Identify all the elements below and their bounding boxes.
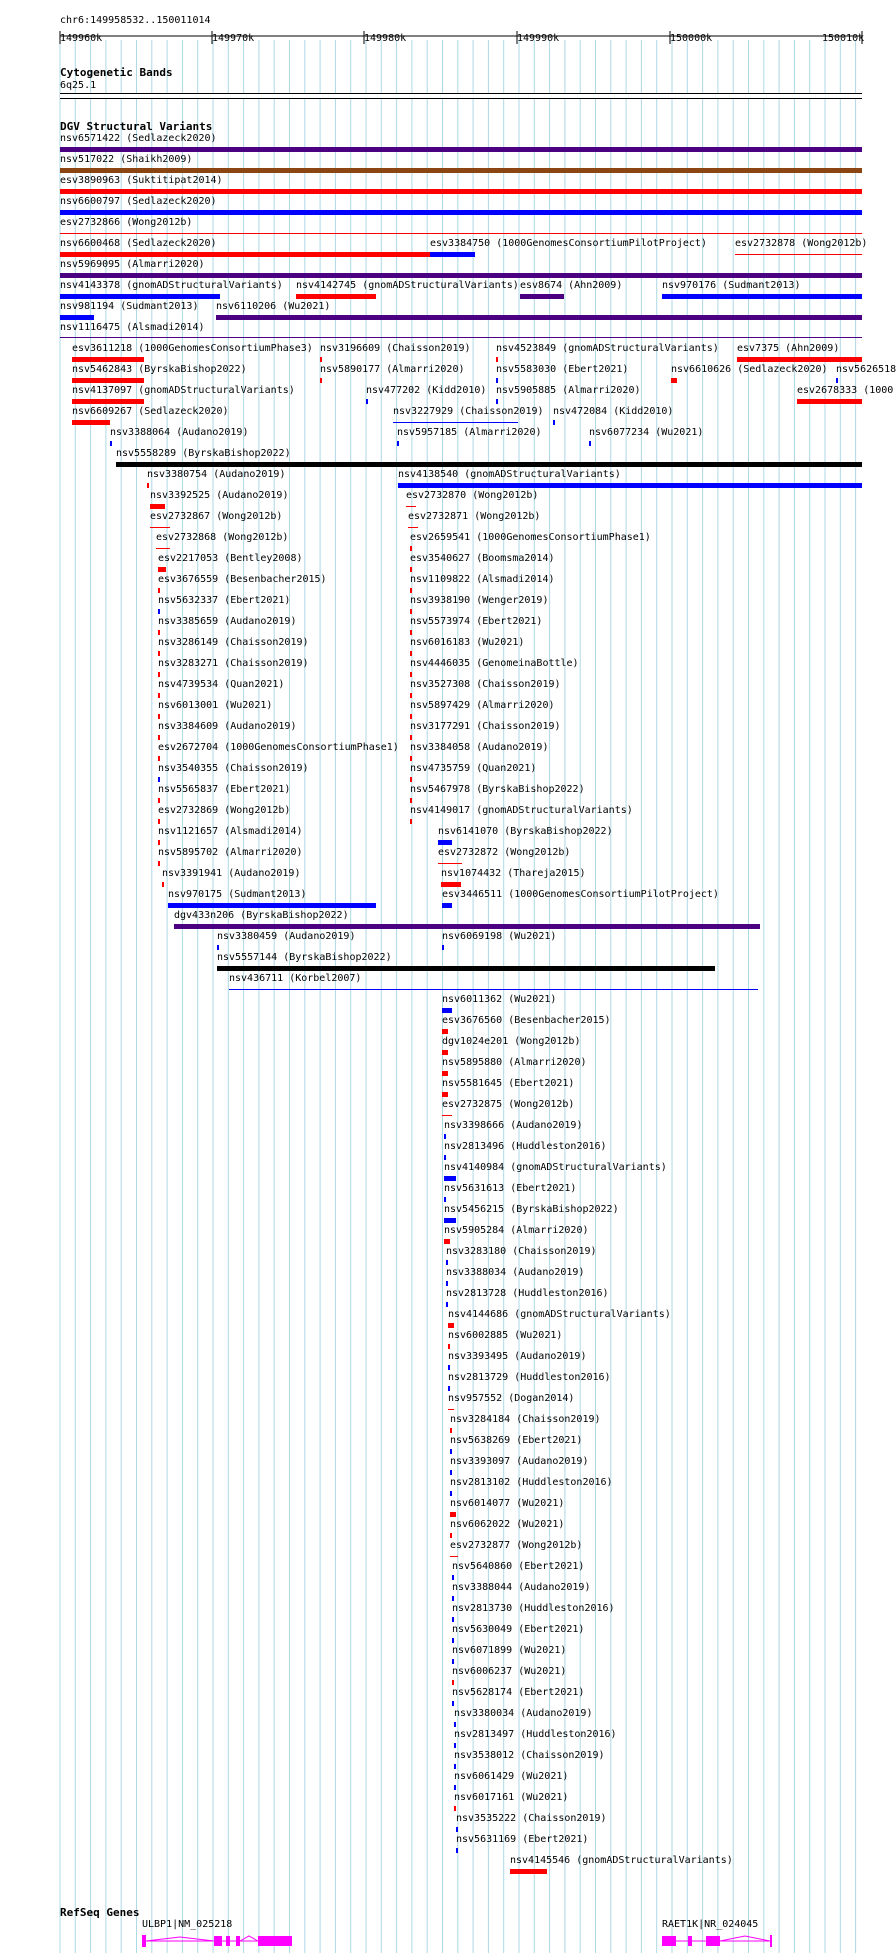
sv-feature-label[interactable]: nsv5630049 (Ebert2021): [452, 1624, 585, 1635]
sv-feature-bar[interactable]: [448, 1344, 450, 1349]
sv-feature-bar[interactable]: [217, 945, 219, 950]
sv-feature-label[interactable]: nsv6600468 (Sedlazeck2020): [60, 238, 217, 249]
gene-exon: [214, 1936, 222, 1946]
sv-feature-label[interactable]: nsv4143378 (gnomADStructuralVariants): [60, 280, 283, 291]
sv-feature-bar[interactable]: [217, 966, 715, 971]
sv-feature-label[interactable]: nsv3398666 (Audano2019): [444, 1120, 583, 1131]
sv-feature-bar[interactable]: [444, 1134, 446, 1139]
sv-feature-label[interactable]: nsv5462843 (ByrskaBishop2022): [72, 364, 247, 375]
sv-feature-bar[interactable]: [320, 378, 322, 383]
sv-feature-label[interactable]: nsv477202 (Kidd2010): [366, 385, 487, 396]
sv-feature-bar[interactable]: [410, 651, 412, 656]
sv-feature-label[interactable]: nsv3538012 (Chaisson2019): [454, 1750, 605, 1761]
sv-feature-bar[interactable]: [450, 1470, 452, 1475]
sv-feature-label[interactable]: nsv957552 (Dogan2014): [448, 1393, 575, 1404]
gene-intron-line: [720, 1936, 770, 1941]
sv-feature-bar[interactable]: [452, 1617, 454, 1622]
sv-feature-label[interactable]: nsv4446035 (GenomeinaBottle): [410, 658, 579, 669]
sv-feature-label[interactable]: esv3890963 (Suktitipat2014): [60, 175, 223, 186]
sv-feature-label[interactable]: nsv472084 (Kidd2010): [553, 406, 674, 417]
sv-feature-bar[interactable]: [452, 1680, 454, 1685]
sv-feature-label[interactable]: nsv970176 (Sudmant2013): [662, 280, 801, 291]
sv-feature-label[interactable]: nsv970175 (Sudmant2013): [168, 889, 307, 900]
sv-feature-bar[interactable]: [735, 254, 862, 255]
sv-feature-bar[interactable]: [442, 1029, 448, 1034]
gene-label[interactable]: ULBP1|NM_025218: [142, 1919, 233, 1930]
sv-feature-bar[interactable]: [452, 1659, 454, 1664]
sv-feature-bar[interactable]: [446, 1281, 448, 1286]
scale-label: 150000k: [670, 33, 713, 44]
sv-feature-bar[interactable]: [454, 1806, 456, 1811]
sv-feature-bar[interactable]: [393, 422, 518, 423]
sv-feature-bar[interactable]: [442, 903, 452, 908]
sv-feature-bar[interactable]: [410, 798, 412, 803]
sv-feature-bar[interactable]: [520, 294, 564, 299]
sv-feature-label[interactable]: nsv3284184 (Chaisson2019): [450, 1414, 601, 1425]
sv-feature-bar[interactable]: [797, 399, 862, 404]
sv-feature-label[interactable]: esv3384750 (1000GenomesConsortiumPilotProject): [430, 238, 707, 249]
sv-feature-bar[interactable]: [150, 504, 165, 509]
sv-feature-label[interactable]: dgv1024e201 (Wong2012b): [442, 1036, 581, 1047]
scale-label: 150010k: [822, 33, 865, 44]
sv-feature-bar[interactable]: [174, 924, 760, 929]
sv-feature-label[interactable]: nsv3388064 (Audano2019): [110, 427, 249, 438]
sv-feature-label[interactable]: nsv517022 (Shaikh2009): [60, 154, 193, 165]
sv-feature-label[interactable]: nsv1109822 (Alsmadi2014): [410, 574, 555, 585]
sv-feature-label[interactable]: nsv3535222 (Chaisson2019): [456, 1813, 607, 1824]
sv-feature-label[interactable]: nsv5631169 (Ebert2021): [456, 1834, 589, 1845]
sv-feature-bar[interactable]: [72, 357, 144, 362]
cytoband-bar: [60, 93, 862, 99]
sv-feature-bar[interactable]: [158, 609, 160, 614]
sv-feature-label[interactable]: esv2678333 (1000: [797, 385, 894, 396]
sv-feature-label[interactable]: nsv4149017 (gnomADStructuralVariants): [410, 805, 633, 816]
sv-feature-label[interactable]: nsv2813497 (Huddleston2016): [454, 1729, 617, 1740]
sv-feature-bar[interactable]: [366, 399, 368, 404]
sv-feature-bar[interactable]: [448, 1409, 454, 1410]
sv-feature-label[interactable]: nsv5890177 (Almarri2020): [320, 364, 465, 375]
sv-feature-bar[interactable]: [442, 945, 444, 950]
sv-feature-label[interactable]: nsv5969095 (Almarri2020): [60, 259, 205, 270]
sv-feature-label[interactable]: nsv6013001 (Wu2021): [158, 700, 273, 711]
sv-feature-label[interactable]: nsv6069198 (Wu2021): [442, 931, 557, 942]
sv-feature-bar[interactable]: [158, 651, 160, 656]
sv-feature-bar[interactable]: [410, 693, 412, 698]
scale-label: 149990k: [517, 33, 560, 44]
sv-feature-label[interactable]: nsv3283180 (Chaisson2019): [446, 1246, 597, 1257]
sv-feature-bar[interactable]: [60, 233, 862, 234]
sv-feature-label[interactable]: nsv436711 (Korbel2007): [229, 973, 362, 984]
sv-feature-label[interactable]: nsv6077234 (Wu2021): [589, 427, 704, 438]
sv-feature-label[interactable]: nsv3283271 (Chaisson2019): [158, 658, 309, 669]
sv-feature-label[interactable]: nsv5583030 (Ebert2021): [496, 364, 629, 375]
sv-feature-label[interactable]: nsv3384058 (Audano2019): [410, 742, 549, 753]
sv-feature-label[interactable]: nsv5573974 (Ebert2021): [410, 616, 543, 627]
sv-feature-bar[interactable]: [450, 1512, 456, 1517]
sv-feature-bar[interactable]: [408, 527, 418, 528]
sv-feature-label[interactable]: nsv5957185 (Almarri2020): [397, 427, 542, 438]
sv-feature-label[interactable]: nsv2813102 (Huddleston2016): [450, 1477, 613, 1488]
sv-feature-bar[interactable]: [110, 441, 112, 446]
sv-feature-label[interactable]: nsv6110206 (Wu2021): [216, 301, 331, 312]
sv-feature-label[interactable]: nsv6610626 (Sedlazeck2020): [671, 364, 828, 375]
sv-feature-bar[interactable]: [446, 1260, 448, 1265]
sv-feature-label[interactable]: nsv5632337 (Ebert2021): [158, 595, 291, 606]
sv-feature-bar[interactable]: [60, 147, 862, 152]
sv-feature-bar[interactable]: [410, 819, 412, 824]
sv-feature-label[interactable]: nsv3527308 (Chaisson2019): [410, 679, 561, 690]
sv-feature-bar[interactable]: [510, 1869, 547, 1874]
sv-feature-bar[interactable]: [158, 819, 160, 824]
sv-feature-bar[interactable]: [410, 756, 412, 761]
sv-feature-label[interactable]: nsv5467978 (ByrskaBishop2022): [410, 784, 585, 795]
sv-feature-bar[interactable]: [168, 903, 376, 908]
sv-feature-bar[interactable]: [158, 840, 160, 845]
sv-feature-bar[interactable]: [410, 546, 412, 551]
sv-feature-label[interactable]: nsv3380034 (Audano2019): [454, 1708, 593, 1719]
sv-feature-label[interactable]: nsv5628174 (Ebert2021): [452, 1687, 585, 1698]
sv-feature-bar[interactable]: [150, 527, 170, 528]
sv-feature-label[interactable]: nsv5456215 (ByrskaBishop2022): [444, 1204, 619, 1215]
sv-feature-label[interactable]: nsv6071899 (Wu2021): [452, 1645, 567, 1656]
sv-feature-label[interactable]: esv3540627 (Boomsma2014): [410, 553, 555, 564]
sv-feature-label[interactable]: esv2732878 (Wong2012b): [735, 238, 868, 249]
sv-feature-bar[interactable]: [450, 1491, 452, 1496]
sv-feature-label[interactable]: nsv4523849 (gnomADStructuralVariants): [496, 343, 719, 354]
sv-feature-bar[interactable]: [410, 609, 412, 614]
sv-feature-bar[interactable]: [450, 1533, 452, 1538]
sv-feature-label[interactable]: nsv2813728 (Huddleston2016): [446, 1288, 609, 1299]
sv-feature-label[interactable]: dgv433n206 (ByrskaBishop2022): [174, 910, 349, 921]
sv-feature-bar[interactable]: [60, 168, 862, 173]
sv-feature-bar[interactable]: [156, 548, 170, 549]
sv-feature-bar[interactable]: [72, 420, 110, 425]
sv-feature-bar[interactable]: [158, 714, 160, 719]
sv-feature-label[interactable]: esv3676559 (Besenbacher2015): [158, 574, 327, 585]
sv-feature-label[interactable]: esv2732867 (Wong2012b): [150, 511, 283, 522]
sv-feature-label[interactable]: esv2732866 (Wong2012b): [60, 217, 193, 228]
sv-feature-label[interactable]: nsv4739534 (Quan2021): [158, 679, 285, 690]
sv-feature-bar[interactable]: [216, 315, 862, 320]
sv-feature-bar[interactable]: [589, 441, 591, 446]
sv-feature-label[interactable]: nsv3286149 (Chaisson2019): [158, 637, 309, 648]
sv-feature-label[interactable]: nsv3392525 (Audano2019): [150, 490, 289, 501]
sv-feature-label[interactable]: nsv5640860 (Ebert2021): [452, 1561, 585, 1572]
gene-exon: [688, 1936, 692, 1946]
sv-feature-bar[interactable]: [60, 337, 862, 338]
sv-feature-label[interactable]: nsv3177291 (Chaisson2019): [410, 721, 561, 732]
sv-feature-bar[interactable]: [158, 672, 160, 677]
sv-feature-bar[interactable]: [448, 1323, 454, 1328]
sv-feature-bar[interactable]: [456, 1827, 458, 1832]
sv-feature-bar[interactable]: [454, 1764, 456, 1769]
sv-feature-bar[interactable]: [442, 1008, 452, 1013]
sv-feature-bar[interactable]: [60, 252, 430, 257]
sv-feature-bar[interactable]: [410, 588, 412, 593]
gene-exon: [226, 1936, 230, 1946]
sv-feature-label[interactable]: nsv6006237 (Wu2021): [452, 1666, 567, 1677]
sv-feature-bar[interactable]: [158, 630, 160, 635]
sv-feature-bar[interactable]: [450, 1428, 452, 1433]
sv-feature-label[interactable]: esv2732869 (Wong2012b): [158, 805, 291, 816]
sv-feature-label[interactable]: nsv6016183 (Wu2021): [410, 637, 525, 648]
sv-feature-bar[interactable]: [116, 462, 862, 467]
sv-feature-bar[interactable]: [442, 1071, 448, 1076]
sv-feature-bar[interactable]: [496, 399, 498, 404]
sv-feature-label[interactable]: nsv3380754 (Audano2019): [147, 469, 286, 480]
sv-feature-bar[interactable]: [72, 378, 144, 383]
sv-feature-label[interactable]: nsv6141070 (ByrskaBishop2022): [438, 826, 613, 837]
refseq-gene-models: [0, 1930, 890, 1960]
scale-label: 149980k: [364, 33, 407, 44]
sv-feature-label[interactable]: nsv5895702 (Almarri2020): [158, 847, 303, 858]
sv-feature-bar[interactable]: [147, 483, 149, 488]
sv-feature-label[interactable]: nsv6609267 (Sedlazeck2020): [72, 406, 229, 417]
sv-feature-label[interactable]: nsv2813496 (Huddleston2016): [444, 1141, 607, 1152]
sv-feature-bar[interactable]: [836, 378, 838, 383]
sv-feature-bar[interactable]: [444, 1197, 446, 1202]
sv-feature-label[interactable]: esv2732875 (Wong2012b): [442, 1099, 575, 1110]
sv-feature-label[interactable]: nsv5905284 (Almarri2020): [444, 1225, 589, 1236]
sv-feature-label[interactable]: nsv6011362 (Wu2021): [442, 994, 557, 1005]
sv-feature-bar[interactable]: [320, 357, 322, 362]
sv-feature-label[interactable]: nsv2813729 (Huddleston2016): [448, 1372, 611, 1383]
scale-label: 149960k: [60, 33, 103, 44]
sv-feature-bar[interactable]: [454, 1722, 456, 1727]
locus-label: chr6:149958532..150011014: [60, 15, 211, 26]
sv-feature-bar[interactable]: [60, 315, 94, 320]
sv-feature-label[interactable]: nsv4735759 (Quan2021): [410, 763, 537, 774]
sv-feature-label[interactable]: nsv4137097 (gnomADStructuralVariants): [72, 385, 295, 396]
sv-feature-label[interactable]: nsv3380459 (Audano2019): [217, 931, 356, 942]
refseq-track-title: RefSeq Genes: [60, 1906, 140, 1919]
sv-feature-bar[interactable]: [158, 735, 160, 740]
sv-feature-label[interactable]: nsv6600797 (Sedlazeck2020): [60, 196, 217, 207]
sv-feature-label[interactable]: nsv1074432 (Thareja2015): [441, 868, 586, 879]
sv-feature-label[interactable]: nsv3385659 (Audano2019): [158, 616, 297, 627]
sv-feature-label[interactable]: nsv5565837 (Ebert2021): [158, 784, 291, 795]
sv-feature-label[interactable]: nsv3388034 (Audano2019): [446, 1267, 585, 1278]
sv-feature-label[interactable]: nsv4144686 (gnomADStructuralVariants): [448, 1309, 671, 1320]
sv-feature-label[interactable]: nsv5558289 (ByrskaBishop2022): [116, 448, 291, 459]
sv-feature-label[interactable]: nsv1116475 (Alsmadi2014): [60, 322, 205, 333]
sv-feature-bar[interactable]: [158, 567, 166, 572]
sv-feature-bar[interactable]: [441, 882, 461, 887]
sv-feature-bar[interactable]: [162, 882, 164, 887]
sv-feature-label[interactable]: nsv4138540 (gnomADStructuralVariants): [398, 469, 621, 480]
gene-exon: [236, 1936, 240, 1946]
gene-exon: [706, 1936, 720, 1946]
sv-feature-bar[interactable]: [398, 483, 862, 488]
cytoband-track-title: Cytogenetic Bands: [60, 66, 173, 79]
sv-feature-bar[interactable]: [553, 420, 555, 425]
sv-feature-bar[interactable]: [158, 861, 160, 866]
sv-feature-label[interactable]: nsv6571422 (Sedlazeck2020): [60, 133, 217, 144]
sv-feature-label[interactable]: nsv3227929 (Chaisson2019): [393, 406, 544, 417]
sv-feature-label[interactable]: nsv3196609 (Chaisson2019): [320, 343, 471, 354]
gene-exon: [662, 1936, 676, 1946]
sv-feature-bar[interactable]: [158, 693, 160, 698]
sv-feature-bar[interactable]: [229, 989, 758, 990]
sv-feature-label[interactable]: esv3611218 (1000GenomesConsortiumPhase3): [72, 343, 313, 354]
sv-feature-label[interactable]: esv3446511 (1000GenomesConsortiumPilotProject): [442, 889, 719, 900]
sv-feature-label[interactable]: nsv981194 (Sudmant2013): [60, 301, 199, 312]
sv-feature-label[interactable]: esv3676560 (Besenbacher2015): [442, 1015, 611, 1026]
sv-feature-label[interactable]: nsv4142745 (gnomADStructuralVariants): [296, 280, 519, 291]
sv-feature-bar[interactable]: [438, 863, 462, 864]
sv-feature-label[interactable]: nsv3393495 (Audano2019): [448, 1351, 587, 1362]
sv-feature-bar[interactable]: [454, 1785, 456, 1790]
sv-feature-bar[interactable]: [60, 273, 862, 278]
sv-feature-bar[interactable]: [410, 777, 412, 782]
sv-feature-bar[interactable]: [444, 1218, 456, 1223]
sv-feature-bar[interactable]: [662, 294, 862, 299]
sv-feature-bar[interactable]: [496, 357, 498, 362]
sv-feature-bar[interactable]: [158, 756, 160, 761]
sv-feature-bar[interactable]: [496, 378, 498, 383]
sv-feature-bar[interactable]: [410, 567, 412, 572]
sv-feature-bar[interactable]: [452, 1638, 454, 1643]
sv-feature-label[interactable]: esv7375 (Ahn2009): [737, 343, 840, 354]
scale-label: 149970k: [212, 33, 255, 44]
sv-feature-bar[interactable]: [737, 357, 862, 362]
sv-feature-label[interactable]: nsv5897429 (Almarri2020): [410, 700, 555, 711]
sv-feature-label[interactable]: nsv6017161 (Wu2021): [454, 1792, 569, 1803]
sv-feature-label[interactable]: nsv5631613 (Ebert2021): [444, 1183, 577, 1194]
sv-feature-bar[interactable]: [444, 1155, 446, 1160]
sv-feature-bar[interactable]: [456, 1848, 458, 1853]
sv-feature-bar[interactable]: [454, 1743, 456, 1748]
sv-feature-label[interactable]: nsv6062022 (Wu2021): [450, 1519, 565, 1530]
sv-feature-label[interactable]: nsv5895880 (Almarri2020): [442, 1057, 587, 1068]
sv-feature-label[interactable]: nsv3391941 (Audano2019): [162, 868, 301, 879]
sv-feature-label[interactable]: nsv3393097 (Audano2019): [450, 1456, 589, 1467]
sv-feature-bar[interactable]: [450, 1556, 458, 1557]
sv-feature-label[interactable]: nsv4145546 (gnomADStructuralVariants): [510, 1855, 733, 1866]
sv-feature-label[interactable]: nsv5626518: [836, 364, 896, 375]
sv-feature-bar[interactable]: [448, 1386, 450, 1391]
sv-feature-bar[interactable]: [397, 441, 399, 446]
sv-feature-label[interactable]: nsv6014077 (Wu2021): [450, 1498, 565, 1509]
sv-feature-label[interactable]: nsv5905885 (Almarri2020): [496, 385, 641, 396]
sv-feature-label[interactable]: esv2732877 (Wong2012b): [450, 1540, 583, 1551]
sv-feature-label[interactable]: nsv5581645 (Ebert2021): [442, 1078, 575, 1089]
sv-feature-label[interactable]: esv2732868 (Wong2012b): [156, 532, 289, 543]
sv-feature-bar[interactable]: [448, 1365, 450, 1370]
sv-feature-label[interactable]: nsv5557144 (ByrskaBishop2022): [217, 952, 392, 963]
sv-feature-bar[interactable]: [452, 1596, 454, 1601]
sv-feature-label[interactable]: nsv3388044 (Audano2019): [452, 1582, 591, 1593]
sv-feature-label[interactable]: nsv1121657 (Alsmadi2014): [158, 826, 303, 837]
gene-exon: [142, 1935, 146, 1947]
sv-feature-label[interactable]: esv8674 (Ahn2009): [520, 280, 623, 291]
sv-feature-label[interactable]: nsv5638269 (Ebert2021): [450, 1435, 583, 1446]
sv-feature-bar[interactable]: [60, 294, 220, 299]
gene-exon: [770, 1935, 772, 1947]
cytoband-name: 6q25.1: [60, 80, 97, 91]
sv-feature-bar[interactable]: [410, 630, 412, 635]
sv-feature-bar[interactable]: [446, 1302, 448, 1307]
gene-intron-line: [240, 1936, 258, 1941]
sv-feature-label[interactable]: esv2217053 (Bentley2008): [158, 553, 303, 564]
sv-feature-bar[interactable]: [450, 1449, 452, 1454]
sv-feature-label[interactable]: nsv3938190 (Wenger2019): [410, 595, 549, 606]
sv-feature-label[interactable]: esv2732871 (Wong2012b): [408, 511, 541, 522]
sv-feature-bar[interactable]: [60, 210, 862, 215]
sv-feature-bar[interactable]: [158, 588, 160, 593]
sv-feature-bar[interactable]: [444, 1176, 456, 1181]
sv-feature-label[interactable]: esv2672704 (1000GenomesConsortiumPhase1): [158, 742, 399, 753]
sv-feature-label[interactable]: esv2732872 (Wong2012b): [438, 847, 571, 858]
sv-feature-label[interactable]: nsv4140984 (gnomADStructuralVariants): [444, 1162, 667, 1173]
sv-feature-label[interactable]: nsv6061429 (Wu2021): [454, 1771, 569, 1782]
sv-feature-bar[interactable]: [60, 189, 862, 194]
sv-feature-bar[interactable]: [158, 798, 160, 803]
gene-intron-line: [146, 1937, 214, 1941]
dgv-track-title: DGV Structural Variants: [60, 120, 213, 133]
sv-feature-bar[interactable]: [442, 1115, 452, 1116]
sv-feature-bar[interactable]: [442, 1092, 448, 1097]
sv-feature-bar[interactable]: [296, 294, 376, 299]
sv-feature-bar[interactable]: [452, 1701, 454, 1706]
sv-feature-label[interactable]: nsv3540355 (Chaisson2019): [158, 763, 309, 774]
sv-feature-label[interactable]: nsv3384609 (Audano2019): [158, 721, 297, 732]
sv-feature-bar[interactable]: [410, 672, 412, 677]
sv-feature-bar[interactable]: [410, 735, 412, 740]
sv-feature-bar[interactable]: [671, 378, 677, 383]
sv-feature-bar[interactable]: [430, 252, 475, 257]
sv-feature-label[interactable]: nsv2813730 (Huddleston2016): [452, 1603, 615, 1614]
sv-feature-bar[interactable]: [158, 777, 160, 782]
sv-feature-bar[interactable]: [442, 1050, 448, 1055]
sv-feature-bar[interactable]: [72, 399, 144, 404]
sv-feature-bar[interactable]: [410, 714, 412, 719]
sv-feature-label[interactable]: esv2659541 (1000GenomesConsortiumPhase1): [410, 532, 651, 543]
gene-exon: [258, 1936, 292, 1946]
sv-feature-bar[interactable]: [406, 506, 416, 507]
gene-label[interactable]: RAET1K|NR_024045: [662, 1919, 759, 1930]
sv-feature-label[interactable]: esv2732870 (Wong2012b): [406, 490, 539, 501]
sv-feature-bar[interactable]: [444, 1239, 450, 1244]
sv-feature-bar[interactable]: [452, 1575, 454, 1580]
sv-feature-label[interactable]: nsv6002885 (Wu2021): [448, 1330, 563, 1341]
sv-feature-bar[interactable]: [438, 840, 452, 845]
